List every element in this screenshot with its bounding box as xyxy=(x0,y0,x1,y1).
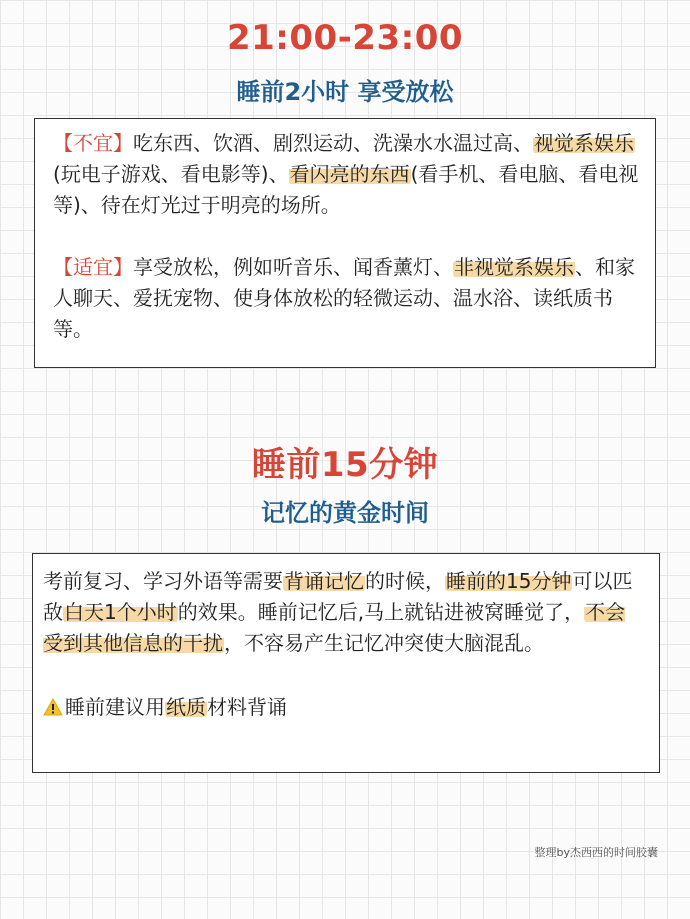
highlight: 视觉系娱乐 xyxy=(534,131,634,155)
highlight: 非视觉系娱乐 xyxy=(454,255,574,279)
text: (玩电子游戏、看电影等)、 xyxy=(53,162,289,186)
not-suitable-tag: 【不宜】 xyxy=(53,131,133,155)
text: 可以匹敌 xyxy=(43,569,633,624)
text: 、和家人聊天、爱抚宠物、使身体放松的轻微运动、温水浴、读纸质书等。 xyxy=(53,255,635,341)
footer-credit: 整理by杰西西的时间胶囊 xyxy=(534,846,658,859)
text: 享受放松，例如听音乐、闻香薰灯、 xyxy=(133,255,453,279)
tip-paragraph xyxy=(43,692,645,725)
highlight: 睡前的15分钟 xyxy=(446,569,572,593)
subtitle-1: 睡前2小时 享受放松 xyxy=(236,78,454,106)
text: 的时候， xyxy=(365,569,445,593)
info-box-2 xyxy=(32,553,660,773)
time-heading-1: 21:00-23:00 xyxy=(226,18,464,58)
highlight: 白天1个小时 xyxy=(64,600,177,624)
highlight: 纸质 xyxy=(166,695,206,719)
text: 的效果。睡前记忆后,马上就钻进被窝睡觉了， xyxy=(177,600,585,624)
time-heading-2: 睡前15分钟 xyxy=(251,445,439,485)
subtitle-2: 记忆的黄金时间 xyxy=(261,499,429,527)
warning-icon xyxy=(43,694,63,725)
not-suitable-paragraph xyxy=(53,128,641,221)
highlight: 背诵记忆 xyxy=(284,569,364,593)
highlight: 看闪亮的东西 xyxy=(289,162,410,186)
text: (看手机、看电脑、看电视等)、待在灯光过于明亮的场所。 xyxy=(53,162,639,217)
text: 考前复习、学习外语等需要 xyxy=(43,569,283,593)
highlight: 不会受到其他信息的干扰 xyxy=(43,600,626,655)
text: 睡前建议用 xyxy=(65,695,165,719)
text: 吃东西、饮酒、剧烈运动、洗澡水水温过高、 xyxy=(133,131,533,155)
text: 材料背诵 xyxy=(207,695,287,719)
suitable-tag: 【适宜】 xyxy=(53,255,133,279)
text: ，不容易产生记忆冲突使大脑混乱。 xyxy=(224,631,544,655)
suitable-paragraph xyxy=(53,252,641,345)
memory-paragraph xyxy=(43,566,645,659)
info-box-1 xyxy=(34,118,656,368)
